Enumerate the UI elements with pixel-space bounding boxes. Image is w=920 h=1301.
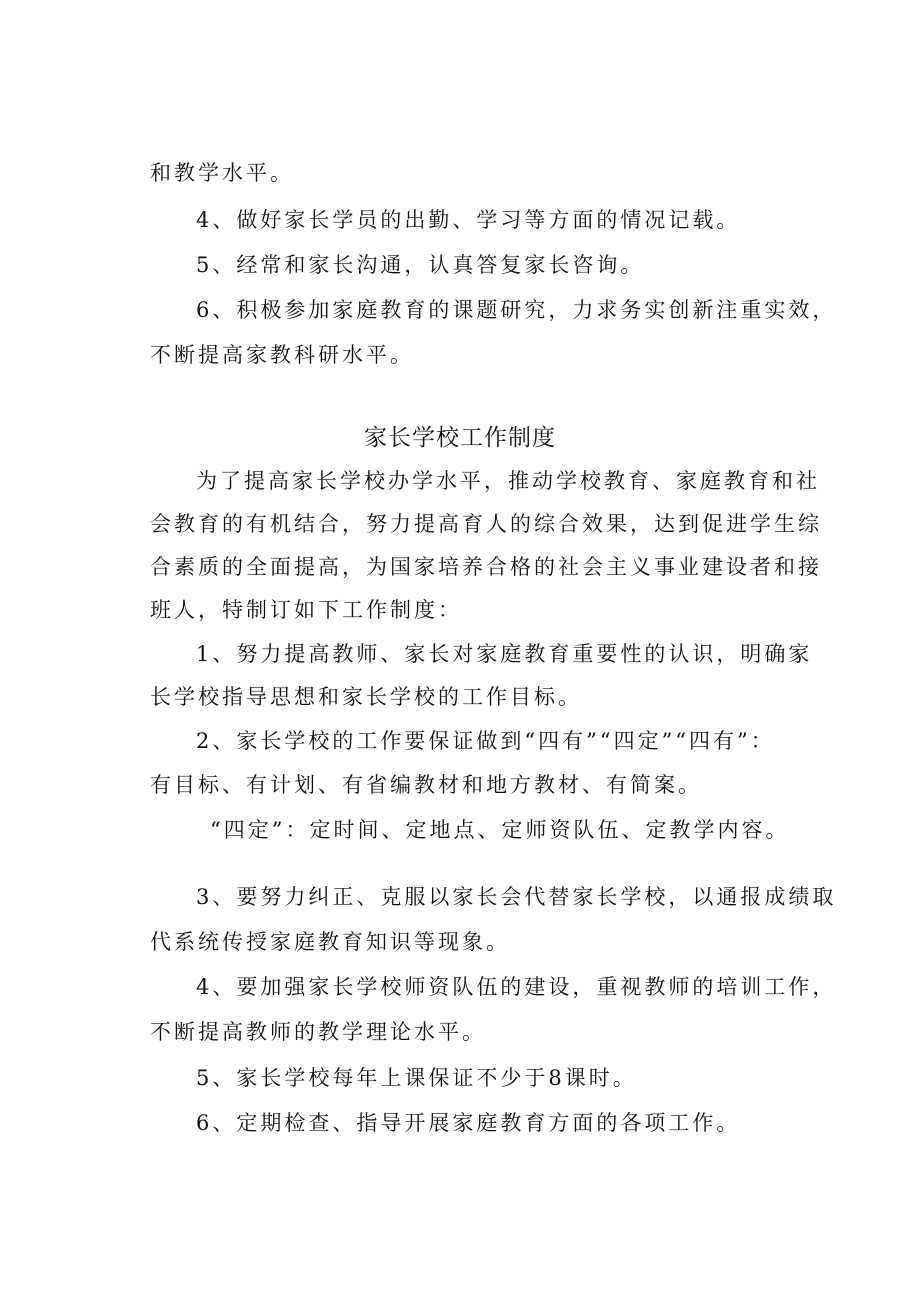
list-item-4: 4、做好家长学员的出勤、学习等方面的情况记载。: [196, 208, 741, 232]
section-title: 家长学校工作制度: [364, 425, 556, 451]
paragraph-line: 和教学水平。: [150, 161, 294, 185]
list-item-5: 5、经常和家长沟通，认真答复家长咨询。: [196, 253, 645, 277]
list-item-6-continuation: 不断提高家教科研水平。: [150, 343, 414, 367]
intro-paragraph-line: 合素质的全面提高，为国家培养合格的社会主义事业建设者和接: [150, 555, 822, 579]
rule-item-1: 1、努力提高教师、家长对家庭教育重要性的认识，明确家: [196, 642, 813, 666]
rule-item-3: 3、要努力纠正、克服以家长会代替家长学校，以通报成绩取: [196, 885, 837, 909]
rule-item-4: 4、要加强家长学校师资队伍的建设，重视教师的培训工作，: [196, 975, 837, 999]
intro-paragraph-line: 班人，特制订如下工作制度：: [150, 598, 462, 622]
rule-item-1-continuation: 长学校指导思想和家长学校的工作目标。: [150, 685, 582, 709]
rule-item-3-continuation: 代系统传授家庭教育知识等现象。: [150, 930, 510, 954]
intro-paragraph-line: 会教育的有机结合，努力提高育人的综合效果，达到促进学生综: [150, 512, 822, 536]
rule-item-5: 5、家长学校每年上课保证不少于8课时。: [196, 1066, 637, 1090]
list-item-6: 6、积极参加家庭教育的课题研究，力求务实创新注重实效，: [196, 298, 837, 322]
intro-paragraph-line: 为了提高家长学校办学水平，推动学校教育、家庭教育和社: [196, 469, 820, 493]
rule-item-2-continuation: 有目标、有计划、有省编教材和地方教材、有简案。: [150, 773, 702, 797]
rule-item-2-detail: “四定”：定时间、定地点、定师资队伍、定教学内容。: [210, 818, 790, 842]
rule-item-2: 2、家长学校的工作要保证做到“四有”“四定”“四有”：: [196, 729, 775, 753]
rule-item-4-continuation: 不断提高教师的教学理论水平。: [150, 1020, 486, 1044]
rule-item-6: 6、定期检查、指导开展家庭教育方面的各项工作。: [196, 1111, 741, 1135]
